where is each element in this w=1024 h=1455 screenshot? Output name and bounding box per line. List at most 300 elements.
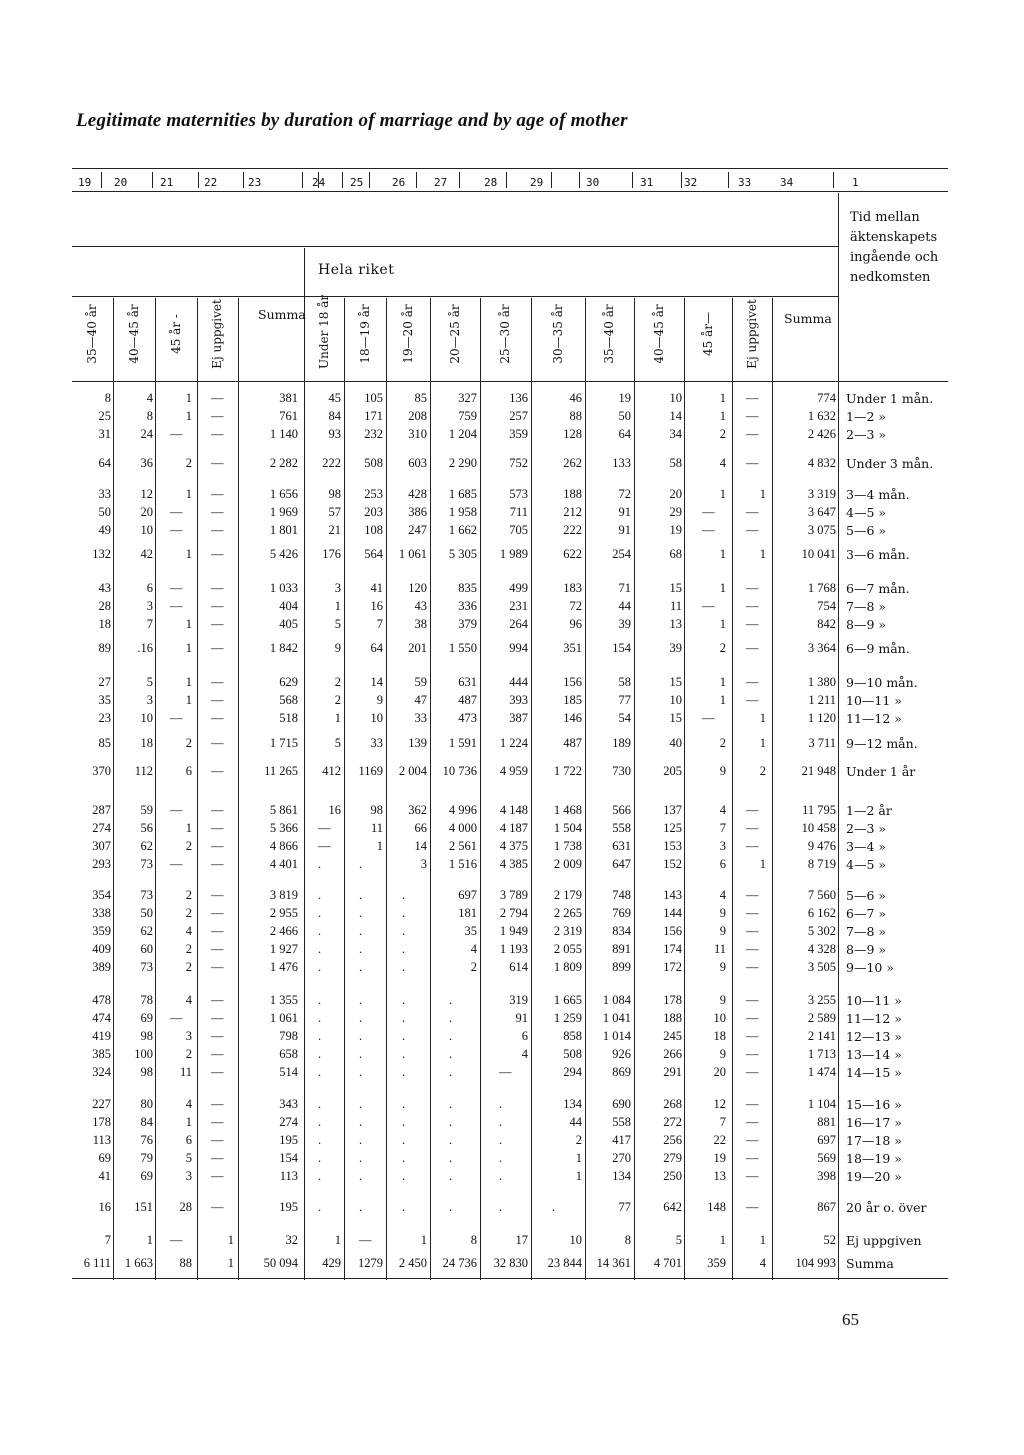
- table-cell: 183: [563, 581, 582, 595]
- table-cell: 3: [185, 1029, 192, 1043]
- table-cell: .: [318, 1011, 322, 1025]
- table-cell: 16: [370, 599, 383, 613]
- table-cell: .: [402, 960, 406, 974]
- table-cell: 1 958: [448, 505, 477, 519]
- table-cell: 631: [458, 675, 477, 689]
- column-header: 35—40 år: [602, 304, 616, 364]
- table-cell: 5 305: [448, 547, 477, 561]
- table-cell: 6: [521, 1029, 528, 1043]
- table-cell: —: [211, 821, 224, 835]
- table-cell: 208: [408, 409, 427, 423]
- table-cell: 1: [759, 736, 766, 750]
- row-label: 11—12 »: [846, 711, 902, 726]
- table-cell: 1: [719, 617, 726, 631]
- table-cell: 21: [328, 523, 341, 537]
- table-cell: 132: [92, 547, 111, 561]
- table-cell: 266: [663, 1047, 682, 1061]
- table-cell: —: [746, 803, 759, 817]
- table-cell: 29: [669, 505, 682, 519]
- table-cell: 3 819: [269, 888, 298, 902]
- column-number-divider: [198, 172, 199, 188]
- table-cell: .: [402, 1115, 406, 1129]
- table-cell: 359: [92, 924, 111, 938]
- table-cell: 6: [185, 764, 192, 778]
- row-header-line: ingående och: [850, 250, 939, 265]
- table-cell: —: [746, 523, 759, 537]
- table-cell: 1 120: [807, 711, 836, 725]
- table-cell: 156: [663, 924, 682, 938]
- table-cell: 6: [719, 857, 726, 871]
- table-cell: —: [746, 906, 759, 920]
- table-cell: 68: [669, 547, 682, 561]
- table-cell: 603: [408, 456, 427, 470]
- table-cell: 222: [563, 523, 582, 537]
- table-cell: 25: [98, 409, 111, 423]
- table-cell: 1 656: [269, 487, 298, 501]
- row-label: Summa: [846, 1256, 894, 1271]
- table-cell: .: [359, 1065, 363, 1079]
- column-divider: [838, 298, 839, 1280]
- table-cell: 7: [719, 821, 726, 835]
- table-cell: 134: [563, 1097, 582, 1111]
- table-cell: 174: [663, 942, 682, 956]
- table-cell: 293: [92, 857, 111, 871]
- table-cell: 24 736: [442, 1256, 477, 1270]
- table-cell: 1 084: [602, 993, 631, 1007]
- table-cell: 1 663: [124, 1256, 153, 1270]
- table-cell: 4 959: [499, 764, 528, 778]
- table-cell: .: [359, 1200, 363, 1214]
- table-cell: —: [746, 391, 759, 405]
- table-cell: 10: [713, 1011, 726, 1025]
- header-bottom-rule: [72, 381, 948, 382]
- table-cell: 1: [185, 693, 192, 707]
- table-cell: 4 000: [448, 821, 477, 835]
- table-cell: 10 736: [442, 764, 477, 778]
- table-cell: 1: [376, 839, 383, 853]
- table-cell: 98: [140, 1029, 153, 1043]
- table-cell: 232: [364, 427, 383, 441]
- table-cell: 247: [408, 523, 427, 537]
- table-cell: 2: [185, 1047, 192, 1061]
- table-cell: 9 476: [807, 839, 836, 853]
- table-cell: 15: [669, 711, 682, 725]
- table-cell: 370: [92, 764, 111, 778]
- table-cell: 564: [364, 547, 383, 561]
- table-cell: 6 111: [83, 1256, 111, 1270]
- table-cell: 4 401: [269, 857, 298, 871]
- table-cell: 154: [612, 641, 631, 655]
- table-cell: 27: [98, 675, 111, 689]
- column-divider: [634, 298, 635, 1280]
- table-cell: 64: [370, 641, 383, 655]
- table-cell: 1169: [358, 764, 383, 778]
- table-cell: 3 505: [807, 960, 836, 974]
- column-divider: [732, 298, 733, 1280]
- table-cell: .: [359, 993, 363, 1007]
- table-cell: 1 380: [807, 675, 836, 689]
- table-cell: 153: [663, 839, 682, 853]
- table-cell: 2 179: [553, 888, 582, 902]
- column-number: 26: [392, 176, 406, 189]
- table-cell: .: [449, 993, 453, 1007]
- table-cell: 88: [179, 1256, 192, 1270]
- table-cell: 9: [719, 906, 726, 920]
- table-cell: 6: [185, 1133, 192, 1147]
- table-cell: 85: [414, 391, 427, 405]
- table-cell: 50: [140, 906, 153, 920]
- table-cell: 134: [612, 1169, 631, 1183]
- row-header-line: Tid mellan: [850, 210, 920, 225]
- column-number-divider: [506, 172, 507, 188]
- table-cell: 444: [509, 675, 528, 689]
- table-cell: 614: [509, 960, 528, 974]
- table-cell: .: [359, 1011, 363, 1025]
- table-cell: 16: [328, 803, 341, 817]
- row-label: 19—20 »: [846, 1169, 902, 1184]
- table-cell: —: [746, 924, 759, 938]
- table-cell: .: [359, 1097, 363, 1111]
- table-cell: .: [402, 1200, 406, 1214]
- table-cell: 3 647: [807, 505, 836, 519]
- table-cell: 8: [470, 1233, 477, 1247]
- group-divider: [304, 248, 305, 298]
- table-cell: .: [359, 857, 363, 871]
- table-cell: —: [746, 1065, 759, 1079]
- table-cell: 1 738: [553, 839, 582, 853]
- table-cell: 761: [279, 409, 298, 423]
- table-cell: 1 969: [269, 505, 298, 519]
- table-cell: 91: [515, 1011, 528, 1025]
- table-cell: —: [211, 1200, 224, 1214]
- table-cell: 10: [140, 711, 153, 725]
- table-cell: 1 193: [499, 942, 528, 956]
- table-cell: 1: [719, 487, 726, 501]
- table-cell: 558: [612, 1115, 631, 1129]
- row-header-line: nedkomsten: [850, 270, 931, 285]
- table-cell: 359: [509, 427, 528, 441]
- table-cell: .: [499, 1200, 503, 1214]
- table-cell: 143: [663, 888, 682, 902]
- table-cell: 10: [669, 391, 682, 405]
- upper-header-rule: [72, 246, 838, 247]
- row-label: 3—6 mån.: [846, 547, 910, 562]
- table-cell: 54: [618, 711, 631, 725]
- table-cell: 1: [185, 547, 192, 561]
- table-cell: 49: [98, 523, 111, 537]
- table-cell: 21 948: [801, 764, 836, 778]
- table-cell: 201: [408, 641, 427, 655]
- column-number: 31: [640, 176, 654, 189]
- column-divider: [585, 298, 586, 1280]
- table-cell: 1: [185, 409, 192, 423]
- table-cell: 1: [759, 857, 766, 871]
- table-cell: 1: [719, 675, 726, 689]
- table-cell: 508: [563, 1047, 582, 1061]
- table-cell: 1 504: [553, 821, 582, 835]
- table-cell: 3: [185, 1169, 192, 1183]
- column-number-rule: [72, 191, 948, 192]
- table-cell: 14: [669, 409, 682, 423]
- table-cell: .: [449, 1097, 453, 1111]
- table-cell: 156: [563, 675, 582, 689]
- table-cell: 1: [185, 487, 192, 501]
- table-cell: —: [211, 736, 224, 750]
- table-cell: 2: [759, 764, 766, 778]
- table-cell: 9: [719, 764, 726, 778]
- row-header-divider: [838, 193, 839, 298]
- table-cell: 188: [563, 487, 582, 501]
- table-cell: 1 842: [269, 641, 298, 655]
- table-cell: 33: [98, 487, 111, 501]
- table-cell: —: [211, 456, 224, 470]
- table-cell: 338: [92, 906, 111, 920]
- table-cell: 73: [140, 857, 153, 871]
- table-cell: —: [746, 617, 759, 631]
- table-cell: 697: [817, 1133, 836, 1147]
- table-cell: 50 094: [263, 1256, 298, 1270]
- table-cell: 20: [140, 505, 153, 519]
- table-cell: —: [211, 641, 224, 655]
- table-cell: 11: [179, 1065, 192, 1079]
- table-cell: .: [318, 1029, 322, 1043]
- table-cell: 4: [719, 803, 726, 817]
- column-number: 24: [312, 176, 326, 189]
- row-label: 2—3 »: [846, 821, 887, 836]
- table-cell: 568: [279, 693, 298, 707]
- table-cell: 2 004: [398, 764, 427, 778]
- table-cell: 428: [408, 487, 427, 501]
- table-cell: .: [359, 1047, 363, 1061]
- row-label: 17—18 »: [846, 1133, 902, 1148]
- table-cell: 409: [92, 942, 111, 956]
- table-cell: 10: [370, 711, 383, 725]
- table-cell: —: [746, 581, 759, 595]
- table-cell: —: [170, 581, 183, 595]
- table-cell: 3: [420, 857, 427, 871]
- table-cell: —: [746, 993, 759, 1007]
- table-cell: 1: [185, 675, 192, 689]
- column-number: 20: [114, 176, 128, 189]
- table-cell: 178: [92, 1115, 111, 1129]
- table-cell: —: [211, 675, 224, 689]
- table-cell: 754: [817, 599, 836, 613]
- table-cell: 13: [669, 617, 682, 631]
- table-cell: 1 468: [553, 803, 582, 817]
- column-number-divider: [302, 172, 303, 188]
- table-cell: 18: [98, 617, 111, 631]
- row-label: Under 1 mån.: [846, 391, 934, 406]
- table-cell: 1 014: [602, 1029, 631, 1043]
- row-label: 14—15 »: [846, 1065, 902, 1080]
- table-cell: 319: [509, 993, 528, 1007]
- table-cell: .: [402, 1097, 406, 1111]
- table-cell: —: [211, 693, 224, 707]
- table-cell: 4 996: [448, 803, 477, 817]
- table-cell: 50: [618, 409, 631, 423]
- table-cell: .: [359, 924, 363, 938]
- column-number: 23: [248, 176, 262, 189]
- table-cell: 76: [140, 1133, 153, 1147]
- table-cell: 3 319: [807, 487, 836, 501]
- table-cell: 1 476: [269, 960, 298, 974]
- table-cell: 1: [334, 599, 341, 613]
- table-cell: .: [552, 1200, 556, 1214]
- table-cell: —: [170, 711, 183, 725]
- table-cell: 1: [719, 581, 726, 595]
- table-cell: 227: [92, 1097, 111, 1111]
- table-cell: .: [402, 1029, 406, 1043]
- table-cell: 1: [575, 1169, 582, 1183]
- row-label: 6—7 mån.: [846, 581, 910, 596]
- table-cell: 7 560: [807, 888, 836, 902]
- table-cell: 622: [563, 547, 582, 561]
- table-cell: 858: [563, 1029, 582, 1043]
- table-cell: —: [746, 456, 759, 470]
- table-cell: 1 041: [602, 1011, 631, 1025]
- table-cell: 1 665: [553, 993, 582, 1007]
- table-cell: 44: [569, 1115, 582, 1129]
- table-cell: .: [359, 1169, 363, 1183]
- table-cell: 24: [140, 427, 153, 441]
- table-cell: 56: [140, 821, 153, 835]
- table-cell: .: [499, 1169, 503, 1183]
- table-cell: 188: [663, 1011, 682, 1025]
- table-cell: .: [449, 1151, 453, 1165]
- table-cell: —: [746, 505, 759, 519]
- row-label: 2—3 »: [846, 427, 887, 442]
- table-cell: —: [211, 857, 224, 871]
- column-divider: [155, 298, 156, 1280]
- column-number: 32: [684, 176, 698, 189]
- table-cell: 3 255: [807, 993, 836, 1007]
- table-cell: 59: [140, 803, 153, 817]
- table-cell: .: [449, 1065, 453, 1079]
- table-cell: —: [702, 505, 715, 519]
- table-cell: .: [499, 1115, 503, 1129]
- table-cell: 336: [458, 599, 477, 613]
- table-cell: 4: [521, 1047, 528, 1061]
- table-cell: 60: [140, 942, 153, 956]
- table-cell: 629: [279, 675, 298, 689]
- table-cell: —: [746, 1097, 759, 1111]
- table-cell: —: [702, 711, 715, 725]
- column-number-divider: [632, 172, 633, 188]
- table-cell: 752: [509, 456, 528, 470]
- table-cell: 1 713: [807, 1047, 836, 1061]
- table-cell: 1279: [358, 1256, 383, 1270]
- table-cell: 2 955: [269, 906, 298, 920]
- table-cell: 73: [140, 960, 153, 974]
- table-cell: 5 302: [807, 924, 836, 938]
- table-cell: —: [746, 1011, 759, 1025]
- table-cell: 2: [719, 641, 726, 655]
- table-cell: 9: [719, 1047, 726, 1061]
- table-cell: 272: [663, 1115, 682, 1129]
- column-number: 1: [852, 176, 859, 189]
- table-cell: 125: [663, 821, 682, 835]
- table-cell: 12: [140, 487, 153, 501]
- table-cell: —: [170, 1011, 183, 1025]
- table-cell: 1 061: [398, 547, 427, 561]
- table-cell: 203: [364, 505, 383, 519]
- table-cell: 231: [509, 599, 528, 613]
- table-cell: 11 795: [802, 803, 836, 817]
- table-cell: —: [746, 675, 759, 689]
- column-divider: [344, 298, 345, 1280]
- table-cell: 730: [612, 764, 631, 778]
- table-cell: 379: [458, 617, 477, 631]
- column-divider: [304, 298, 305, 1280]
- table-cell: 1 355: [269, 993, 298, 1007]
- table-cell: 77: [618, 1200, 631, 1214]
- column-header: Ej uppgivet: [210, 299, 224, 369]
- row-label: 4—5 »: [846, 857, 887, 872]
- column-header: 40—45 år: [127, 304, 141, 364]
- table-cell: 14: [414, 839, 427, 853]
- row-label: 5—6 »: [846, 523, 887, 538]
- table-cell: 1 927: [269, 942, 298, 956]
- table-cell: 253: [364, 487, 383, 501]
- table-cell: —: [211, 505, 224, 519]
- table-cell: 473: [458, 711, 477, 725]
- table-cell: 514: [279, 1065, 298, 1079]
- table-cell: 91: [618, 523, 631, 537]
- table-cell: 5: [185, 1151, 192, 1165]
- table-cell: 1 474: [807, 1065, 836, 1079]
- table-cell: 1 211: [808, 693, 836, 707]
- table-cell: .: [318, 1097, 322, 1111]
- table-cell: 38: [414, 617, 427, 631]
- table-cell: —: [746, 1029, 759, 1043]
- table-cell: 136: [509, 391, 528, 405]
- table-cell: 5: [334, 736, 341, 750]
- table-cell: 1: [420, 1233, 427, 1247]
- table-cell: 4 375: [499, 839, 528, 853]
- column-header: 30—35 år: [551, 304, 565, 364]
- table-cell: —: [211, 547, 224, 561]
- row-label: 1—2 »: [846, 409, 887, 424]
- table-cell: .: [449, 1169, 453, 1183]
- table-cell: 891: [612, 942, 631, 956]
- table-cell: 1 801: [269, 523, 298, 537]
- table-cell: .: [359, 1151, 363, 1165]
- table-cell: 250: [663, 1169, 682, 1183]
- table-cell: 2: [185, 456, 192, 470]
- table-cell: 154: [279, 1151, 298, 1165]
- row-label: Under 1 år: [846, 764, 916, 779]
- table-cell: 72: [618, 487, 631, 501]
- table-cell: .: [359, 906, 363, 920]
- table-cell: 3 789: [499, 888, 528, 902]
- table-cell: 33: [370, 736, 383, 750]
- table-cell: 690: [612, 1097, 631, 1111]
- table-cell: 11: [713, 942, 726, 956]
- table-cell: 869: [612, 1065, 631, 1079]
- table-cell: 398: [817, 1169, 836, 1183]
- table-cell: 5: [146, 675, 153, 689]
- row-label: 3—4 mån.: [846, 487, 910, 502]
- table-cell: —: [211, 391, 224, 405]
- table-cell: 748: [612, 888, 631, 902]
- table-cell: 172: [663, 960, 682, 974]
- table-cell: 44: [618, 599, 631, 613]
- table-cell: 11: [669, 599, 682, 613]
- table-cell: 1: [185, 617, 192, 631]
- table-cell: .: [359, 1133, 363, 1147]
- table-cell: 2 466: [269, 924, 298, 938]
- column-divider: [386, 298, 387, 1280]
